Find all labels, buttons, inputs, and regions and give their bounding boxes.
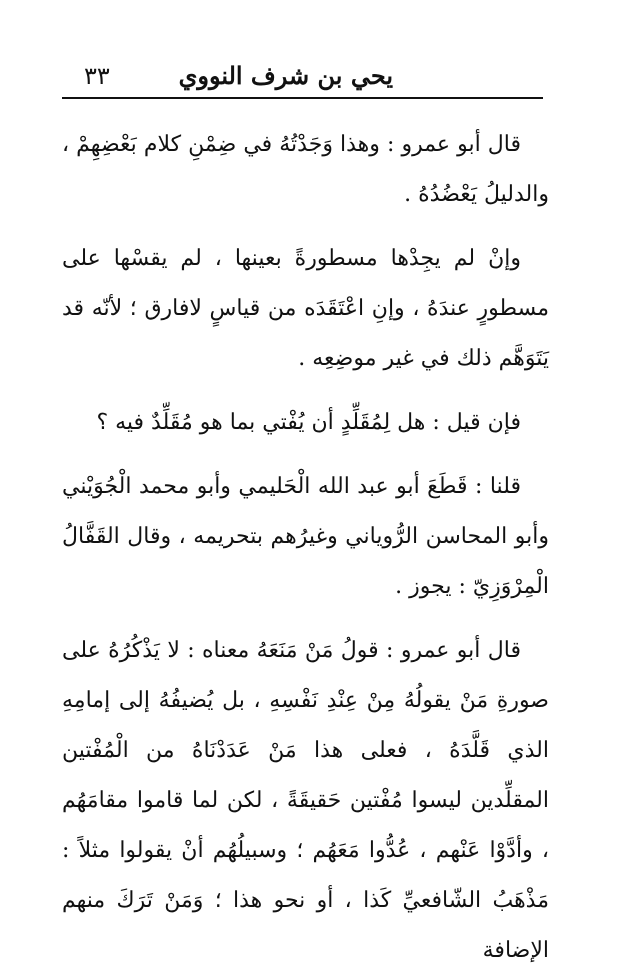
header-rule <box>62 97 543 99</box>
running-title: يحي بن شرف النووي <box>178 61 393 90</box>
page-number: ٣٣ <box>84 62 110 90</box>
paragraph: قلنا : قَطَعَ أبو عبد الله الْحَليمي وأبو محمد الْجُوَيْني وأبو المحاسن الرُّوياني وغيرُهم بتحريمه ، وقال القَفَّالُ الْمِرْوَزِيّ : يجوز . <box>62 474 549 599</box>
paragraph: قال أبو عمرو : قولُ مَنْ مَنَعَهُ معناه : لا يَذْكُرُهُ على صورةِ مَنْ يقولُهُ مِنْ عِنْدِ نَفْسِهِ ، بل يُضيفُهُ إلى إمامِهِ الذي قَلَّدَهُ ، فعلى هذا مَنْ عَدَدْنَاهُ من الْمُفْتين المقلِّدين ليسوا مُفْتين حَقيقَةً ، لكن لما قاموا مقامَهُم ، وأدَّوْا عَنْهم ، عُدُّوا مَعَهُم ؛ وسبيلُهُم أنْ يقولوا مثلاً : مَذْهَبُ الشّافعيِّ كَذا ، أو نحو هذا ؛ وَمَنْ تَرَكَ منهم الإضافة <box>62 638 549 963</box>
paragraph: فإن قيل : هل لِمُقَلِّدٍ أن يُفْتي بما هو مُقَلِّدٌ فيه ؟ <box>96 410 521 435</box>
body-text <box>62 120 549 976</box>
paragraph: وإنْ لم يجِدْها مسطورةً بعينها ، لم يقسْها على مسطورٍ عندَهُ ، وإنِ اعْتَقَدَه من قياسٍ لافارق ؛ لأنّه قد يَتَوَهَّم ذلك في غير موضِعِه . <box>62 246 549 371</box>
paragraph: قال أبو عمرو : وهذا وَجَدْتُهُ في ضِمْنِ كلام بَعْضِهِمْ ، والدليلُ يَعْضُدُهُ . <box>62 132 549 207</box>
running-header <box>62 56 543 96</box>
